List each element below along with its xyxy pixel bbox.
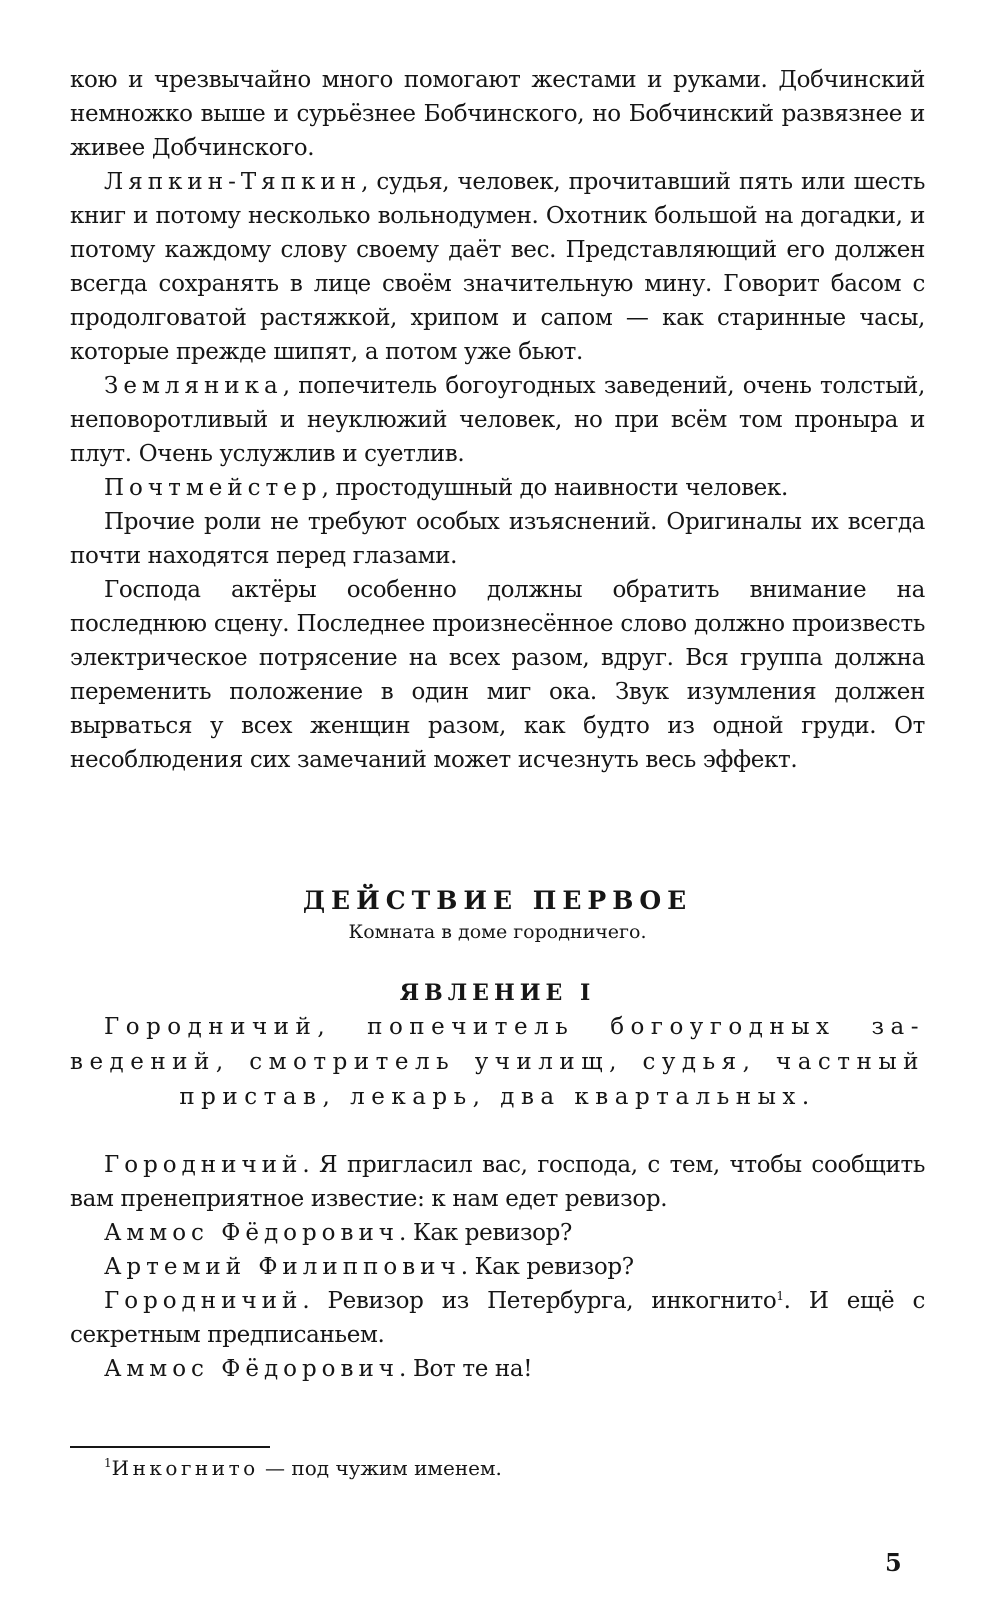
footnote-text: — под чужим именем. (258, 1456, 502, 1480)
page-number: 5 (885, 1548, 902, 1577)
speaker-name: Аммос Фёдорович (104, 1356, 400, 1382)
paragraph-text: , попечитель богоугодных заведений, очень толстый, неповоротливый и неуклюжий человек, но при всём том проныра и плут. Очень услужлив и суетлив. (70, 373, 925, 467)
paragraph (70, 573, 925, 777)
dialogue-line (70, 1284, 925, 1352)
footnote (104, 1454, 924, 1482)
footnote-divider (70, 1446, 270, 1448)
paragraph-text: , судья, человек, прочитавший пять или шесть книг и потому несколько вольнодумен. Охотник большой на догадки, и потому каждому слову своему даёт вес. Представляющий его должен всегда сохранять в лице своём значительную мину. Говорит басом с продолговатой растяжкой, хрипом и сапом — как старинные часы, которые прежде шипят, а потом уже бьют. (70, 169, 925, 365)
dialogue-text: . Вот те на! (399, 1356, 533, 1382)
scene-cast-list: Городничий, попечитель богоугодных за-ведений, смотритель училищ, судья, частный пристав, лекарь, два квартальных. (70, 1014, 925, 1110)
scene-title: ЯВЛЕНИЕ I (399, 980, 596, 1006)
main-text (70, 63, 925, 1386)
character-name: Почтмейстер (104, 475, 322, 501)
dialogue-line (70, 1352, 925, 1386)
dialogue-text: . Ревизор из Петербурга, инкогнито (302, 1288, 777, 1314)
paragraph (70, 63, 925, 165)
paragraph (70, 505, 925, 573)
footnote-number: 1 (104, 1456, 112, 1470)
paragraph-text: кою и чрезвычайно много помогают жестами и руками. Добчинский немножко выше и сурьёзнее Бобчинского, но Бобчинский развязнее и живее Добчинского. (70, 67, 925, 161)
footnote-term: Инкогнито (111, 1456, 259, 1480)
paragraph (70, 471, 925, 505)
speaker-name: Городничий (104, 1288, 303, 1314)
paragraph (70, 165, 925, 369)
paragraph-text: , простодушный до наивности человек. (321, 475, 788, 501)
dialogue-line (70, 1250, 925, 1284)
dialogue-line (70, 1148, 925, 1216)
character-name: Ляпкин-Тяпкин (104, 169, 362, 195)
speaker-name: Городничий (104, 1152, 303, 1178)
footnote-marker: 1 (776, 1289, 784, 1303)
paragraph-text: Прочие роли не требуют особых изъяснений. Оригиналы их всегда почти находятся перед глазами. (70, 509, 925, 569)
speaker-name: Артемий Филиппович (104, 1254, 461, 1280)
speaker-name: Аммос Фёдорович (104, 1220, 400, 1246)
paragraph (70, 369, 925, 471)
character-name: Земляника (104, 373, 283, 399)
paragraph-text: Господа актёры особенно должны обратить внимание на последнюю сцену. Последнее произнесённое слово должно произвесть электрическое потрясение на всех разом, вдруг. Вся группа должна переменить положение в один миг ока. Звук изумления должен вырваться у всех женщин разом, как будто из одной груди. От несоблюдения сих замечаний может исчезнуть весь эффект. (70, 577, 925, 773)
dialogue-text: . Как ревизор? (460, 1254, 634, 1280)
dialogue-text: . Я пригласил вас, господа, с тем, чтобы сообщить вам пренеприятное известие: к нам едет ревизор. (70, 1152, 925, 1212)
act-title: ДЕЙСТВИЕ ПЕРВОЕ (302, 886, 693, 915)
dialogue-text: . Как ревизор? (399, 1220, 572, 1246)
spacer (70, 1115, 925, 1148)
dialogue-line (70, 1216, 925, 1250)
dialogue-text-continued: . И ещё с секретным предписаньем. (70, 1288, 925, 1348)
act-setting: Комната в доме городничего. (348, 921, 647, 943)
